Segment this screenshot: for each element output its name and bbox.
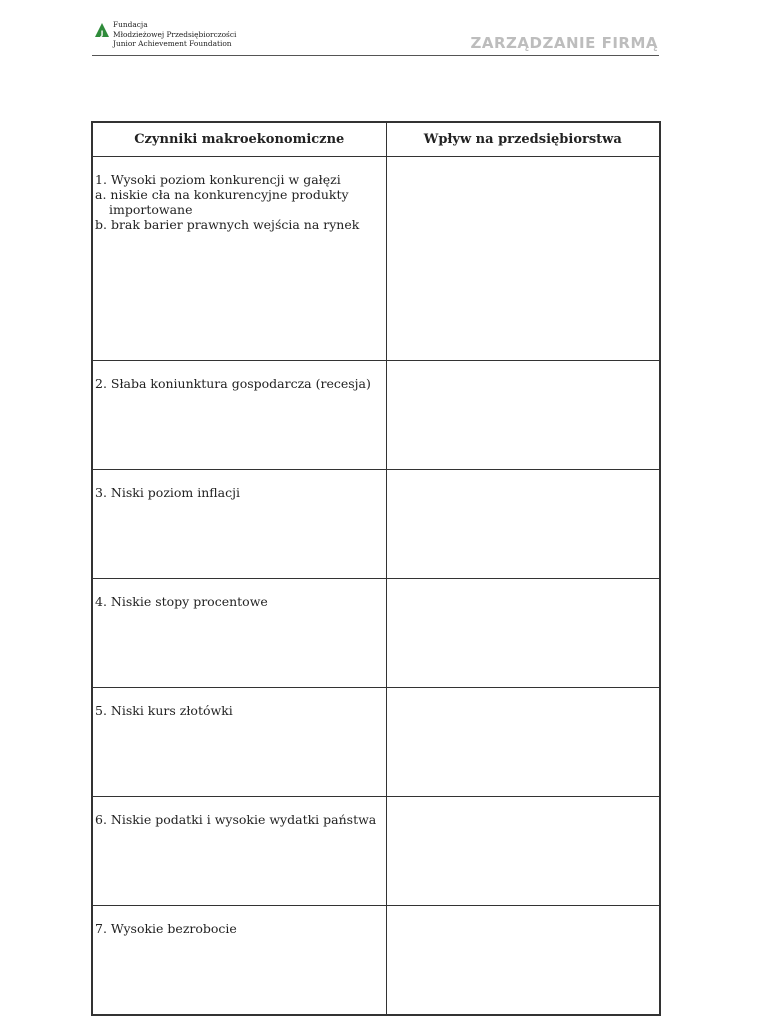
svg-text:J: J bbox=[100, 29, 104, 38]
logo-mark-icon bbox=[95, 23, 109, 39]
header-divider bbox=[92, 55, 659, 56]
factor-line: 3. Niski poziom inflacji bbox=[95, 485, 240, 500]
table-row bbox=[92, 470, 660, 579]
column-header-factors: Czynniki makroekonomiczne bbox=[92, 122, 386, 157]
table-row bbox=[92, 579, 660, 688]
table-row bbox=[92, 688, 660, 797]
factor-line: 7. Wysokie bezrobocie bbox=[95, 921, 237, 936]
factor-cell bbox=[92, 361, 386, 470]
impact-answer-cell[interactable] bbox=[386, 157, 660, 361]
table-row bbox=[92, 157, 660, 361]
column-header-impact: Wpływ na przedsiębiorstwa bbox=[386, 122, 660, 157]
factor-subline: b. brak barier prawnych wejścia na rynek bbox=[95, 217, 360, 232]
document-section-title: ZARZĄDZANIE FIRMĄ bbox=[470, 34, 658, 52]
impact-answer-cell[interactable] bbox=[386, 797, 660, 906]
impact-answer-cell[interactable] bbox=[386, 361, 660, 470]
logo-line-1: Fundacja bbox=[113, 20, 148, 29]
table-header-row bbox=[92, 122, 660, 157]
impact-answer-cell[interactable] bbox=[386, 579, 660, 688]
page-header bbox=[0, 0, 768, 60]
impact-answer-cell[interactable] bbox=[386, 906, 660, 1016]
factor-line: 6. Niskie podatki i wysokie wydatki państwa bbox=[95, 812, 377, 827]
impact-answer-cell[interactable] bbox=[386, 470, 660, 579]
factor-cell bbox=[92, 797, 386, 906]
logo-text bbox=[113, 20, 236, 49]
factor-subline-continued: importowane bbox=[109, 202, 193, 217]
factor-cell bbox=[92, 579, 386, 688]
factor-cell bbox=[92, 157, 386, 361]
factor-cell bbox=[92, 906, 386, 1016]
logo-line-3: Junior Achievement Foundation bbox=[113, 39, 232, 49]
factor-line: 4. Niskie stopy procentowe bbox=[95, 594, 268, 609]
logo-line-2: Młodzieżowej Przedsiębiorczości bbox=[113, 29, 237, 39]
factor-cell bbox=[92, 688, 386, 797]
factor-cell bbox=[92, 470, 386, 579]
table-row bbox=[92, 797, 660, 906]
factor-line: 1. Wysoki poziom konkurencji w gałęzi bbox=[95, 172, 341, 187]
factor-subline: a. niskie cła na konkurencyjne produkty bbox=[95, 187, 349, 202]
factor-line: 5. Niski kurs złotówki bbox=[95, 703, 233, 718]
table-row bbox=[92, 906, 660, 1016]
table-row bbox=[92, 361, 660, 470]
macroeconomic-factors-table bbox=[91, 121, 661, 1016]
factor-line: 2. Słaba koniunktura gospodarcza (recesja) bbox=[95, 376, 371, 391]
worksheet-table-container bbox=[91, 121, 659, 936]
impact-answer-cell[interactable] bbox=[386, 688, 660, 797]
foundation-logo bbox=[95, 20, 235, 50]
